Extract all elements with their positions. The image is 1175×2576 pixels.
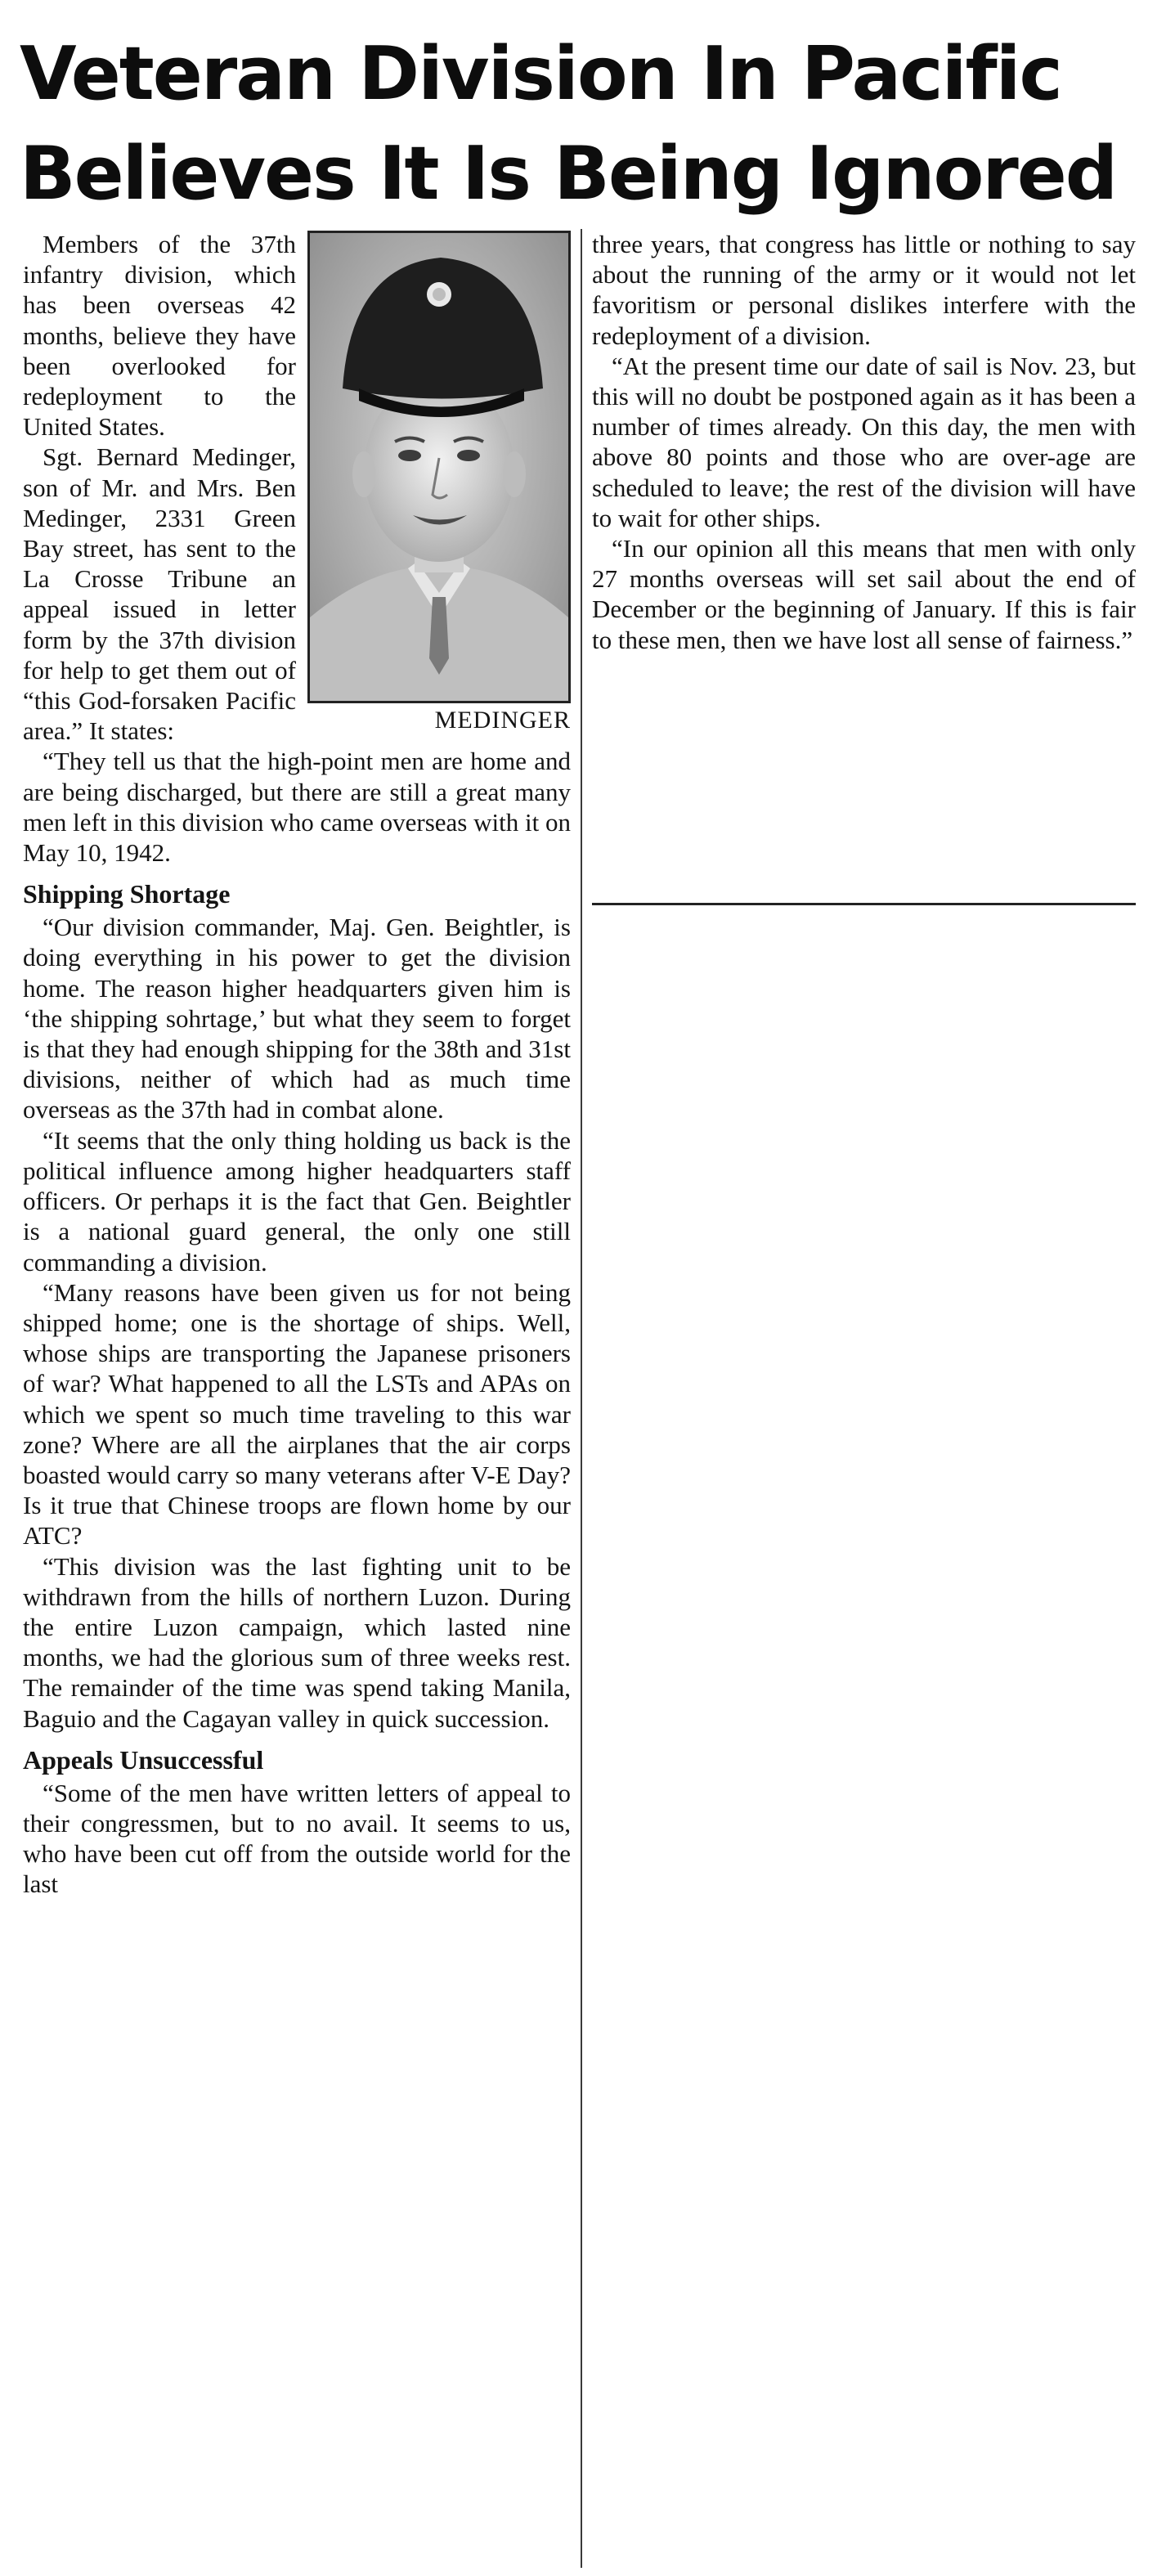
right-column (592, 229, 1136, 655)
left-paragraph-8: “Some of the men have written letters of appeal to their congressmen, but to no avail. It seems to us, who have been cut off from the outside world for the last (23, 1778, 571, 1899)
left-paragraph-5: “It seems that the only thing holding us back is the political influence among higher headquarters staff officers. Or perhaps it is the fact that Gen. Beightler is a national guard general, the only one still commanding a division. (23, 1125, 571, 1277)
right-paragraph-2: “At the present time our date of sail is Nov. 23, but this will no doubt be postponed again as it has been a number of times already. On this day, the men with above 80 points and those who are over-age are scheduled to leave; the rest of the division will have to wait for other ships. (592, 351, 1136, 532)
left-column (23, 229, 571, 1900)
headline (20, 25, 1148, 224)
left-paragraph-2: Sgt. Bernard Medinger, son of Mr. and Mrs. Ben Medinger, 2331 Green Bay street, has sent to the La Crosse Tribune an appeal issued in letter form by the 37th division for help to get them out of “this God-forsaken Pacific area.” It states: (23, 442, 296, 746)
portrait-photo (307, 231, 571, 703)
soldier-portrait-image (310, 233, 568, 701)
photo-caption: MEDINGER (434, 707, 571, 734)
left-paragraph-6: “Many reasons have been given us for not being shipped home; one is the shortage of ships. Well, whose ships are transporting the Japanese prisoners of war? What happened to all the LSTs and APAs on which we spent so much time traveling to this war zone? Where are all the airplanes that the air corps boasted would carry so many veterans after V-E Day? Is it true that Chinese troops are flown home by our ATC? (23, 1277, 571, 1551)
left-paragraph-1: Members of the 37th infantry division, which has been overseas 42 months, believe they have been overlooked for redeployment to the United States. (23, 230, 296, 442)
right-paragraph-1: three years, that congress has little or nothing to say about the running of the army or it would not let favoritism or personal dislikes interfere with the redeployment of a division. (592, 230, 1136, 350)
subhead-appeals-unsuccessful: Appeals Unsuccessful (23, 1744, 264, 1775)
right-paragraph-3: “In our opinion all this means that men with only 27 months overseas will set sail about the end of December or the beginning of January. If this is fair to these men, then we have lost all sense of fairness.” (592, 534, 1136, 654)
left-paragraph-4: “Our division commander, Maj. Gen. Beightler, is doing everything in his power to get the division home. The reason higher headquarters given him is ‘the shipping sohrtage,’ but what they seem to forget is that they had enough shipping for the 38th and 31st divisions, neither of which had as much time overseas as the 37th had in combat alone. (23, 913, 571, 1124)
left-paragraph-7: “This division was the last fighting unit to be withdrawn from the hills of northern Luzon. During the entire Luzon campaign, which lasted nine months, we had the glorious sum of three weeks rest. The remainder of the time was spend taking Manila, Baguio and the Cagayan valley in quick succession. (23, 1551, 571, 1733)
subhead-shipping-shortage: Shipping Shortage (23, 879, 231, 909)
left-paragraph-3: “They tell us that the high-point men are home and are being discharged, but there are still a great many men left in this division who came overseas with it on May 10, 1942. (23, 747, 571, 868)
headline-line-2: Believes It Is Being Ignored (20, 131, 1117, 217)
portrait-figure (307, 231, 571, 736)
column-divider (581, 229, 582, 2568)
article-end-rule (592, 903, 1136, 905)
headline-line-1: Veteran Division In Pacific (20, 31, 1061, 117)
